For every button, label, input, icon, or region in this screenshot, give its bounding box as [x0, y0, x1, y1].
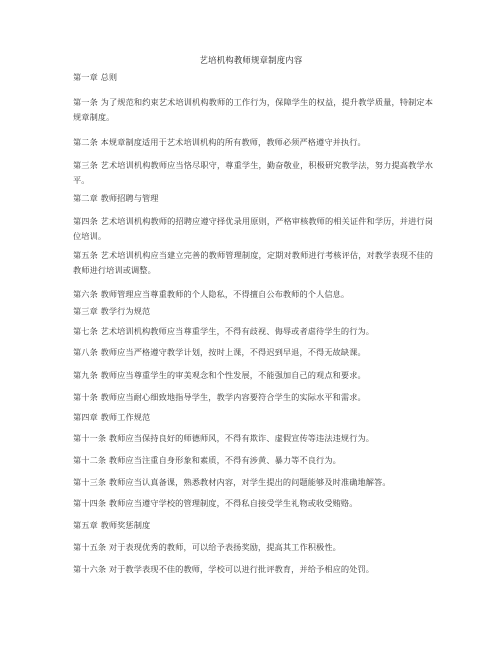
article-15: 第十五条 对于表现优秀的教师，可以给予表扬奖励，提高其工作积极性。: [73, 542, 341, 552]
article-12: 第十二条 教师应当注重自身形象和素质，不得有涉黄、暴力等不良行为。: [73, 455, 341, 465]
article-9: 第九条 教师应当尊重学生的审美观念和个性发展，不能强加自己的观点和要求。: [73, 370, 366, 380]
article-13: 第十三条 教师应当认真备课，熟悉教材内容，对学生提出的问题能够及时准确地解答。: [73, 477, 391, 487]
chapter-heading-2: 第二章 教师招聘与管理: [73, 193, 159, 203]
article-5: 第五条 艺术培训机构应当建立完善的教师管理制度，定期对教师进行考核评估，对教学表现不佳的教师进行培训或调整。: [73, 250, 433, 275]
chapter-heading-5: 第五章 教师奖惩制度: [73, 520, 151, 530]
article-11: 第十一条 教师应当保持良好的师德师风，不得有欺诈、虚假宣传等违法违规行为。: [73, 433, 375, 443]
chapter-heading-1: 第一章 总则: [73, 72, 118, 82]
chapter-heading-3: 第三章 教学行为规范: [73, 306, 151, 316]
document-title: 艺培机构教师规章制度内容: [199, 55, 303, 65]
article-14: 第十四条 教师应当遵守学校的管理制度，不得私自接受学生礼物或收受贿赂。: [73, 498, 358, 508]
article-3: 第三条 艺术培训机构教师应当恪尽职守，尊重学生，勤奋敬业，积极研究教学法，努力提高教学水平。: [73, 160, 433, 185]
article-1: 第一条 为了规范和约束艺术培训机构教师的工作行为，保障学生的权益，提升教学质量，特制定本规章制度。: [73, 97, 433, 122]
chapter-heading-4: 第四章 教师工作规范: [73, 412, 151, 422]
article-10: 第十条 教师应当耐心细致地指导学生，教学内容要符合学生的实际水平和需求。: [73, 392, 366, 402]
article-7: 第七条 艺术培训机构教师应当尊重学生，不得有歧视、侮辱或者虐待学生的行为。: [73, 326, 375, 336]
article-8: 第八条 教师应当严格遵守教学计划，按时上课，不得迟到早退，不得无故缺课。: [73, 347, 366, 357]
article-4: 第四条 艺术培训机构教师的招聘应遵守择优录用原则，严格审核教师的相关证件和学历，并进行岗位培训。: [73, 216, 433, 241]
article-2: 第二条 本规章制度适用于艺术培训机构的所有教师，教师必须严格遵守并执行。: [73, 137, 366, 147]
article-6: 第六条 教师管理应当尊重教师的个人隐私，不得擅自公布教师的个人信息。: [73, 289, 350, 299]
article-16: 第十六条 对于教学表现不佳的教师，学校可以进行批评教育，并给予相应的处罚。: [73, 564, 375, 574]
